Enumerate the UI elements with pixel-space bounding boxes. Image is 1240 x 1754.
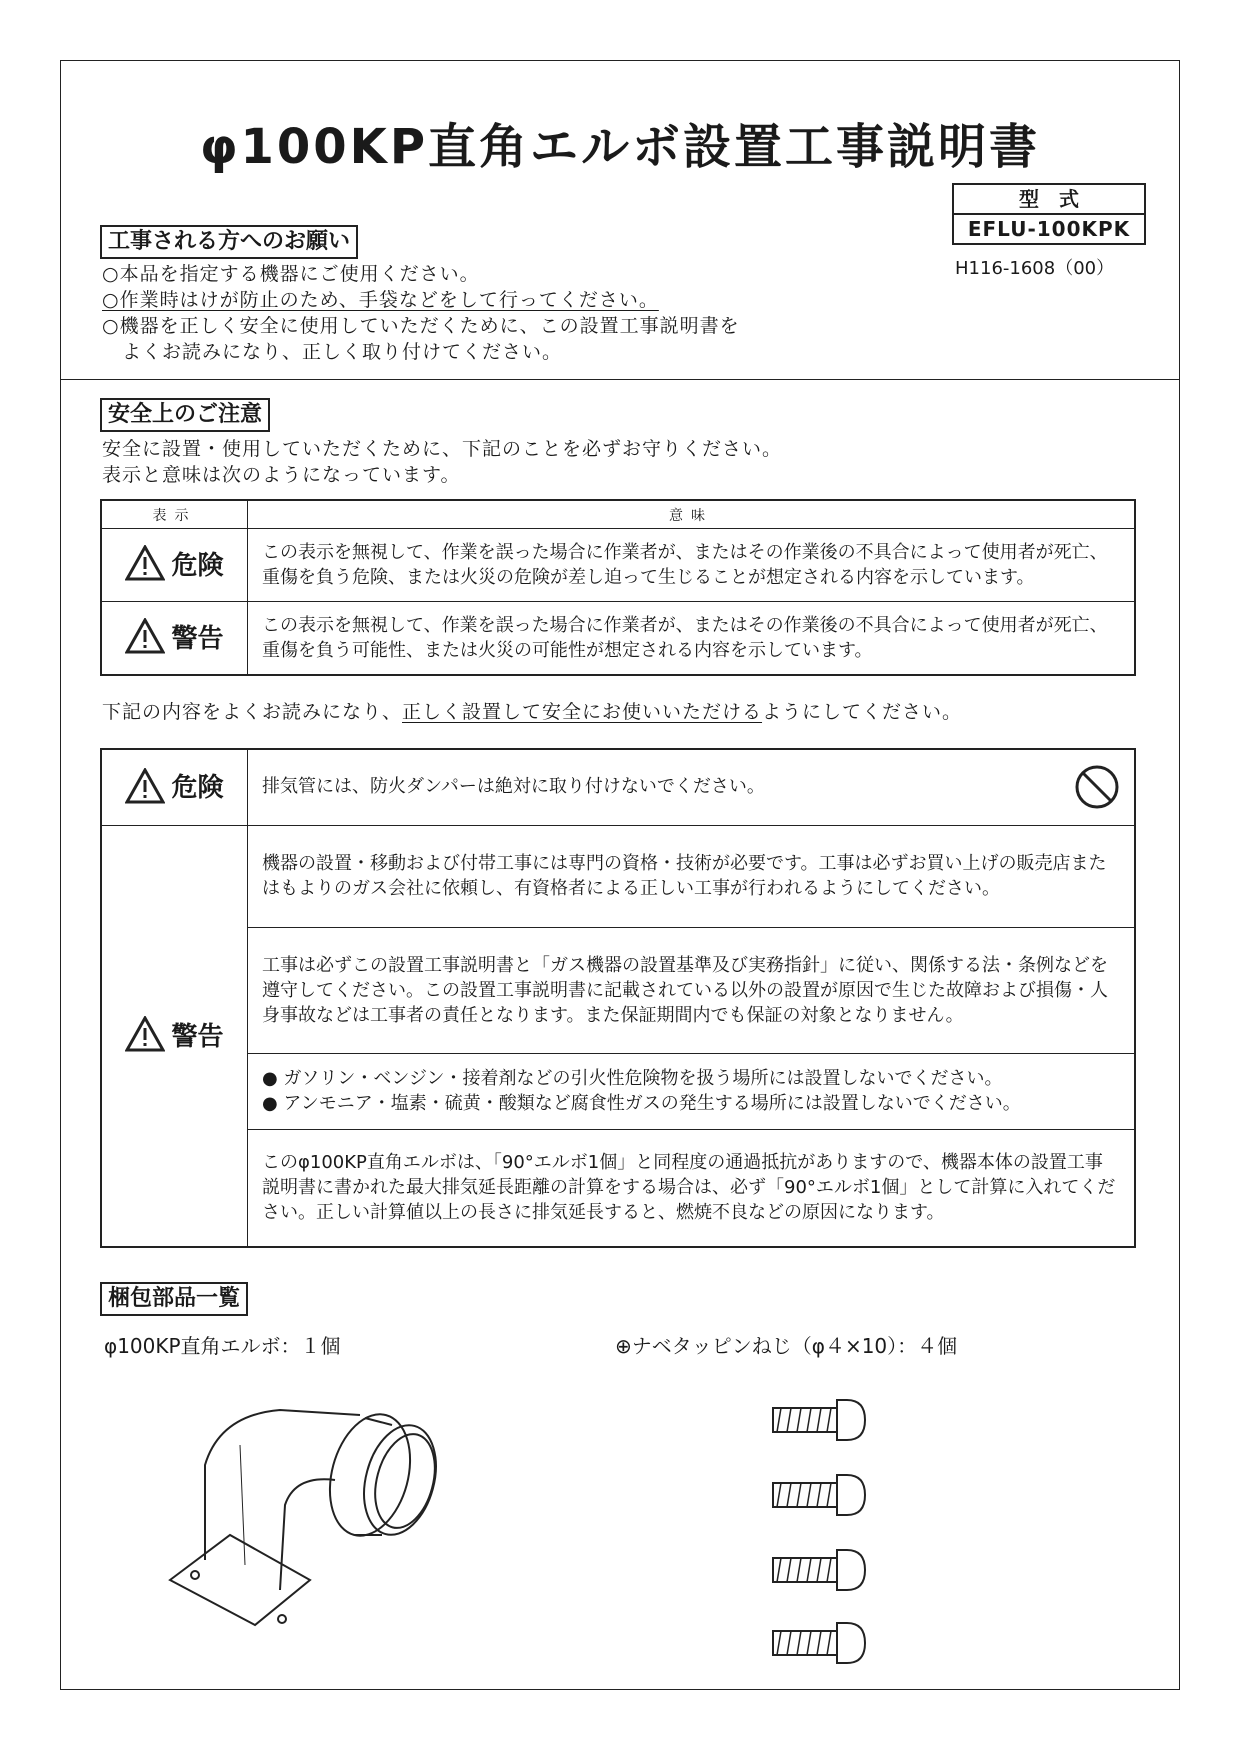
safety-heading: 安全上のご注意 [100,398,270,432]
legend-table [100,499,1136,676]
reading-note-start: 下記の内容をよくお読みになり、 [102,701,403,723]
document-title: φ100KP直角エルボ設置工事説明書 [199,119,1041,175]
legend-warning-text: この表示を無視して、作業を誤った場合に作業者が、またはその作業後の不具合によって使用者が死亡、重傷を負う可能性、または火災の可能性が想定される内容を示しています。 [248,602,1136,675]
warning-triangle-icon [125,1016,165,1052]
warning-bullet: ● ガソリン・ベンジン・接着剤などの引火性危険物を扱う場所には設置しないでください。 [262,1068,1003,1089]
reading-note [102,700,962,725]
danger-row [248,749,1136,825]
legend-danger-label: 危険 [171,550,224,581]
warning-item-pair [248,1053,1136,1129]
screw-icon [765,1465,875,1525]
safety-intro: 表示と意味は次のようになっています。 [102,464,461,486]
elbow-part-label: φ100KP直角エルボ：１個 [104,1334,341,1358]
reading-note-end: ようにしてください。 [762,701,963,723]
request-item: ○機器を正しく安全に使用していただくために、この設置工事説明書を [102,315,740,337]
model-header: 型 式 [1019,187,1079,211]
request-item: よくお読みになり、正しく取り付けてください。 [102,341,563,363]
prohibition-icon [1074,764,1120,810]
request-item: ○本品を指定する機器にご使用ください。 [102,263,480,285]
legend-warning-signal [101,602,248,675]
legend-col-meaning: 意味 [248,500,1136,529]
legend-danger-signal [101,529,248,602]
section-divider [60,379,1180,380]
parts-heading: 梱包部品一覧 [100,1282,248,1316]
model-number: EFLU-100KPK [954,213,1144,243]
warning-item: このφ100KP直角エルボは、「90°エルボ1個」と同程度の通過抵抗がありますので、機器本体の設置工事説明書に書かれた最大排気延長距離の計算をする場合は、必ず「90°エルボ1個」として計算に入れてください。正しい計算値以上の長さに排気延長すると、燃焼不良などの原因になります。 [248,1129,1136,1247]
warning-label: 警告 [171,1021,224,1052]
document-number: H116-1608（00） [955,258,1115,279]
screw-part-label: ⊕ナベタッピンねじ（φ４×10）：４個 [615,1334,958,1358]
legend-col-display: 表示 [101,500,248,529]
request-item: ○作業時はけが防止のため、手袋などをして行ってください。 [102,289,659,311]
safety-intro: 安全に設置・使用していただくために、下記のことを必ずお守りください。 [102,438,783,460]
screw-icon [765,1390,875,1450]
model-box [952,183,1146,245]
warning-triangle-icon [125,545,165,581]
warning-triangle-icon [125,618,165,654]
warning-bullet: ● アンモニア・塩素・硫黄・酸類など腐食性ガスの発生する場所には設置しないでください。 [262,1093,1021,1114]
legend-warning-label: 警告 [171,623,224,654]
legend-danger-text: この表示を無視して、作業を誤った場合に作業者が、またはその作業後の不具合によって使用者が死亡、重傷を負う危険、または火災の危険が差し迫って生じることが想定される内容を示しています。 [248,529,1136,602]
screw-icon [765,1540,875,1600]
elbow-illustration [160,1385,460,1635]
reading-note-underlined: 正しく設置して安全にお使いいただける [402,701,763,723]
request-heading: 工事される方へのお願い [100,225,358,259]
danger-label: 危険 [171,773,224,803]
danger-text: 排気管には、防火ダンパーは絶対に取り付けないでください。 [262,776,765,798]
warning-item: 工事は必ずこの設置工事説明書と「ガス機器の設置基準及び実務指針」に従い、関係する法・条例などを遵守してください。この設置工事説明書に記載されている以外の設置が原因で生じた故障および損傷・人身事故などは工事者の責任となります。また保証期間内でも保証の対象となりません。 [248,927,1136,1053]
warning-signal [101,825,248,1247]
warning-item: 機器の設置・移動および付帯工事には専門の資格・技術が必要です。工事は必ずお買い上げの販売店またはもよりのガス会社に依頼し、有資格者による正しい工事が行われるようにしてください。 [248,825,1136,927]
screw-icon [765,1613,875,1673]
danger-signal [101,749,248,825]
warning-table [100,748,1136,1248]
warning-triangle-icon [125,768,165,804]
